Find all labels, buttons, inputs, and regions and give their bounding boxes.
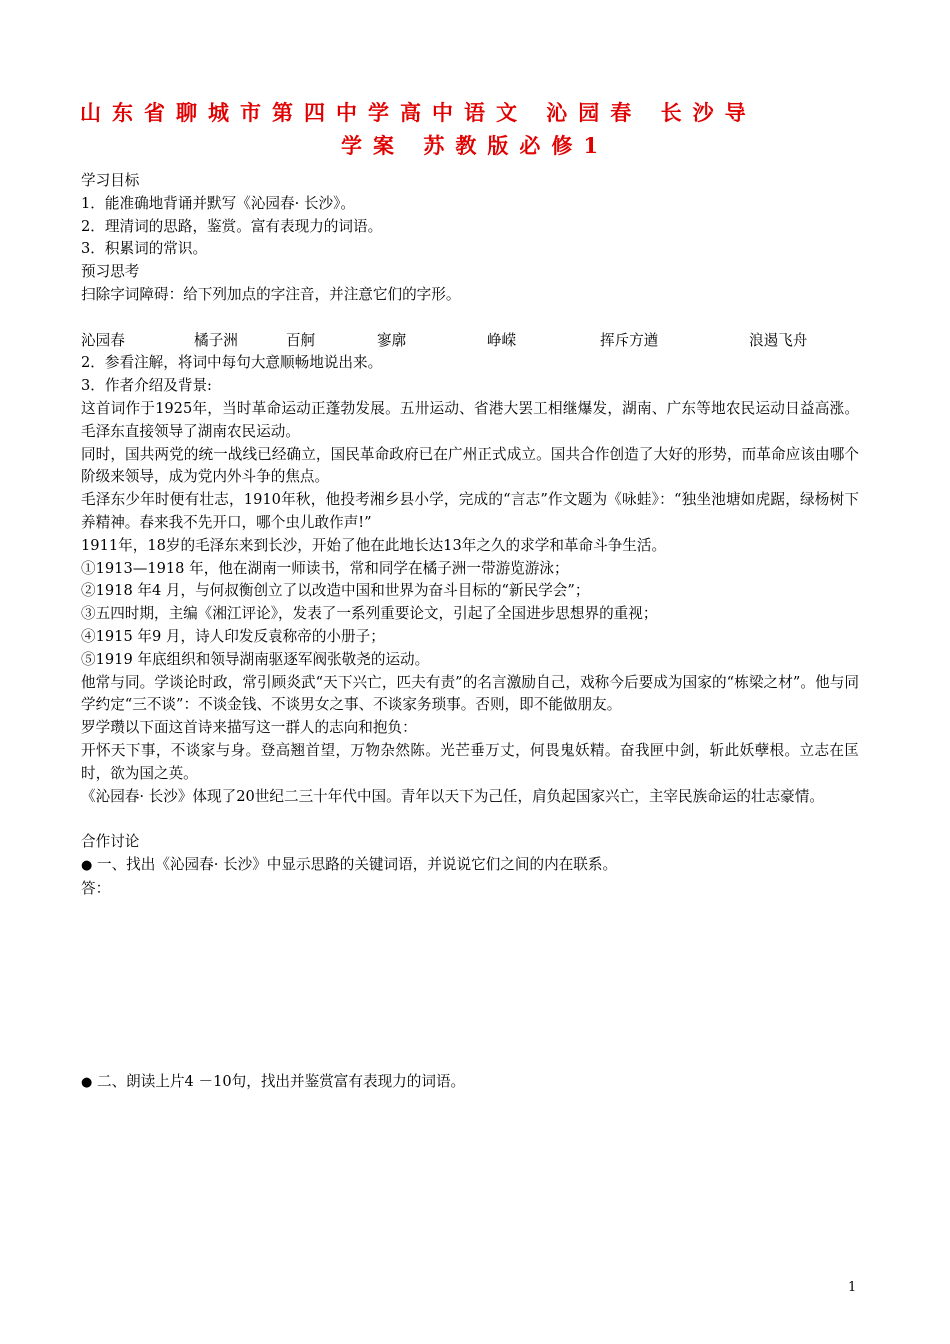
- document-title-line-1: 山东省聊城市第四中学高中语文 沁园春 长沙导: [80, 100, 757, 125]
- vocabulary-word: 橘子洲: [194, 331, 238, 349]
- vocabulary-row: [81, 330, 859, 353]
- poem-paragraph: 开怀天下事，不谈家与身。登高翘首望，万物杂然陈。光芒垂万丈，何畏鬼妖精。奋我匣中剑，斩此妖孽根。立志在匡时，欲为国之英。: [81, 741, 859, 782]
- spacer: [81, 307, 859, 330]
- timeline-item: ③五四时期，主编《湘江评论》，发表了一系列重要论文，引起了全国进步思想界的重视；: [81, 605, 658, 623]
- answer-label: 答：: [81, 879, 111, 897]
- vocabulary-word: 浪遏飞舟: [749, 331, 808, 349]
- vocabulary-word: 峥嵘: [487, 331, 517, 349]
- bullet-icon: ●: [81, 857, 93, 873]
- vocabulary-word: 寥廓: [377, 331, 407, 349]
- section-heading-discussion: 合作讨论: [81, 833, 140, 851]
- preview-item: 3．作者介绍及背景:: [81, 377, 212, 395]
- document-body: [81, 170, 859, 1094]
- objective-item: 2．理清词的思路，鉴赏。富有表现力的词语。: [81, 217, 383, 235]
- preview-item: 2．参看注解，将词中每句大意顺畅地说出来。: [81, 354, 383, 372]
- question-text: 一、找出《沁园春· 长沙》中显示思路的关键词语，并说说它们之间的内在联系。: [96, 855, 618, 873]
- bullet-icon: ●: [81, 1074, 93, 1090]
- timeline-item: ①1913—1918 年，他在湖南一师读书，常和同学在橘子洲一带游览游泳；: [81, 559, 569, 577]
- vocabulary-word: 挥斥方遒: [600, 331, 659, 349]
- document-title-line-2: 学案 苏教版必修1: [341, 133, 609, 158]
- background-paragraph: 他常与同。学谈论时政，常引顾炎武“天下兴亡，匹夫有责”的名言激励自己，戏称今后要成为国家的“栋梁之材”。他与同学约定“三不谈”：不谈金钱、不谈男女之事、不谈家务琐事。否则，即不能做朋友。: [81, 673, 859, 714]
- background-paragraph: 这首词作于1925年，当时革命运动正蓬勃发展。五卅运动、省港大罢工相继爆发，湖南、广东等地农民运动日益高涨。毛泽东直接领导了湖南农民运动。: [81, 399, 859, 440]
- discussion-question-2: [81, 1071, 859, 1095]
- section-heading-preview: 预习思考: [81, 263, 140, 281]
- background-paragraph: 罗学瓒以下面这首诗来描写这一群人的志向和抱负：: [81, 719, 417, 737]
- section-heading-objectives: 学习目标: [81, 172, 140, 189]
- background-paragraph: 毛泽东少年时便有壮志，1910年秋，他投考湘乡县小学，完成的“言志”作文题为《咏蛙》：“独坐池塘如虎踞，绿杨树下养精神。春来我不先开口，哪个虫儿敢作声!”: [81, 491, 859, 531]
- background-paragraph: 1911年，18岁的毛泽东来到长沙，开始了他在此地长达13年之久的求学和革命斗争生活。: [81, 536, 667, 554]
- objective-item: 1．能准确地背诵并默写《沁园春· 长沙》。: [81, 194, 355, 212]
- spacer: [81, 808, 859, 831]
- question-text: 二、朗读上片4 －10句，找出并鉴赏富有表现力的词语。: [96, 1072, 466, 1090]
- answer-space: [81, 901, 859, 1071]
- timeline-item: ⑤1919 年底组织和领导湖南驱逐军阀张敬尧的运动。: [81, 650, 430, 668]
- timeline-item: ④1915 年9 月，诗人印发反袁称帝的小册子；: [81, 627, 385, 645]
- page-number: 1: [848, 1280, 857, 1295]
- objective-item: 3．积累词的常识。: [81, 240, 208, 258]
- preview-instruction: 扫除字词障碍：给下列加点的字注音，并注意它们的字形。: [81, 285, 461, 303]
- timeline-item: ②1918 年4 月，与何叔衡创立了以改造中国和世界为奋斗目标的“新民学会”；: [81, 582, 590, 600]
- background-paragraph: 同时，国共两党的统一战线已经确立，国民革命政府已在广州正式成立。国共合作创造了大好的形势，而革命应该由哪个阶级来领导，成为党内外斗争的焦点。: [81, 445, 859, 486]
- discussion-question-1: [81, 854, 859, 878]
- vocabulary-word: 百舸: [286, 331, 316, 349]
- background-paragraph: 《沁园春· 长沙》体现了20世纪二三十年代中国。青年以天下为己任，肩负起国家兴亡，主宰民族命运的壮志豪情。: [81, 787, 824, 805]
- vocabulary-word: 沁园春: [81, 331, 125, 349]
